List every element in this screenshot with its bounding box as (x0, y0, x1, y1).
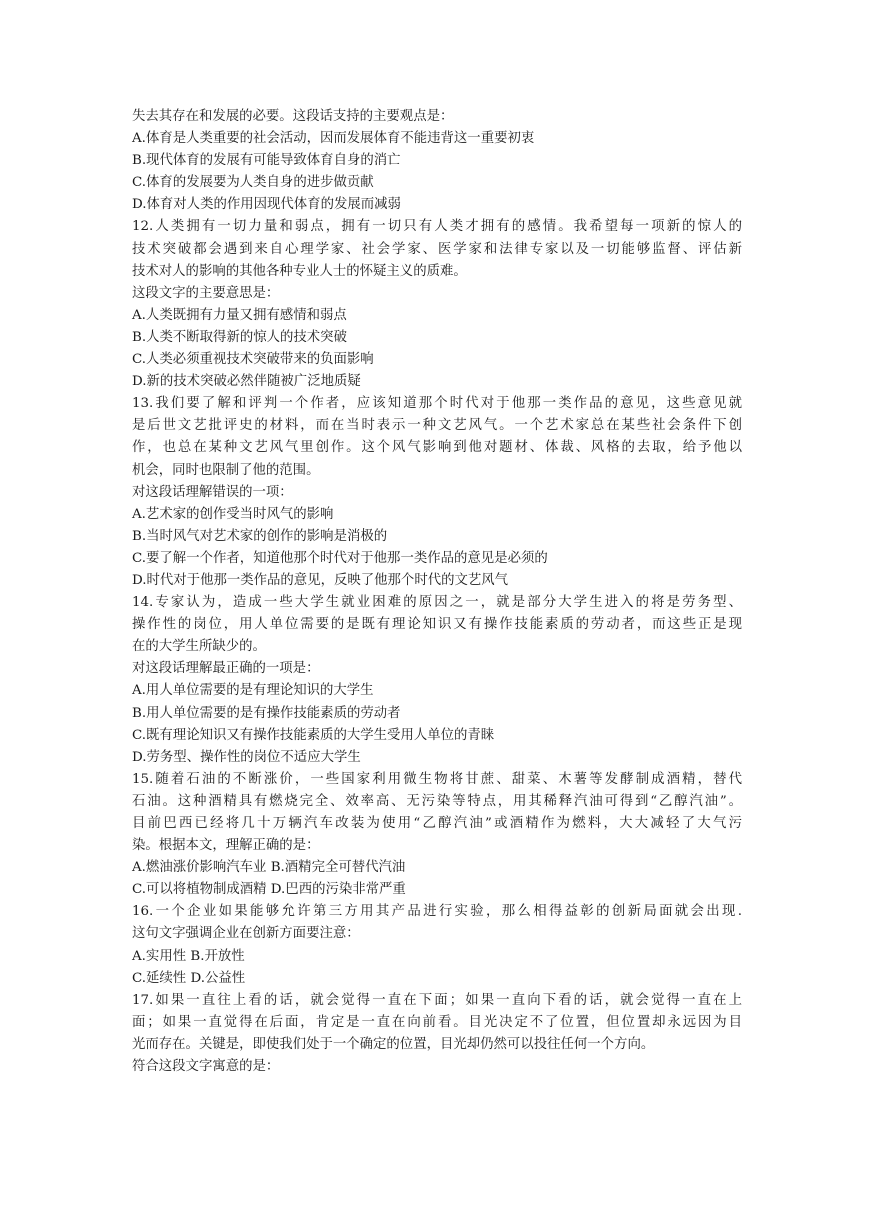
question-12-line: 技术突破都会遇到来自心理学家、社会学家、医学家和法律专家以及一切能够监督、评估新 (132, 241, 742, 257)
question-13-line: 作，也总在某种文艺风气里创作。这个风气影响到他对题材、体裁、风格的去取，给予他以 (132, 440, 742, 456)
question-15-line: 染。根据本文，理解正确的是： (132, 838, 320, 854)
document-page (132, 106, 742, 1078)
option-c: C.既有理论知识又有操作技能素质的大学生受用人单位的青睐 (132, 727, 495, 743)
question-14-line: 14.专家认为，造成一些大学生就业困难的原因之一，就是部分大学生进入的将是劳务型、 (132, 595, 742, 611)
question-12-prompt: 这段文字的主要意思是： (132, 285, 280, 301)
option-d: D.劳务型、操作性的岗位不适应大学生 (132, 749, 361, 765)
question-15-line: 石油。这种酒精具有燃烧完全、效率高、无污染等特点，用其稀释汽油可得到“乙醇汽油”。 (132, 793, 742, 809)
question-17-line: 光而存在。关键是，即使我们处于一个确定的位置，目光却仍然可以投往任何一个方向。 (132, 1036, 655, 1052)
question-13-line: 机会，同时也限制了他的范围。 (132, 462, 320, 478)
text-line: 失去其存在和发展的必要。这段话支持的主要观点是： (132, 109, 454, 124)
options-c-d: C.可以将植物制成酒精 D.巴西的污染非常严重 (132, 882, 406, 898)
question-17-line: 17.如果一直往上看的话，就会觉得一直在下面；如果一直向下看的话，就会觉得一直在上 (132, 992, 742, 1008)
option-b: B.用人单位需要的是有操作技能素质的劳动者 (132, 705, 401, 721)
option-a: A.人类既拥有力量又拥有感情和弱点 (132, 307, 347, 323)
option-d: D.时代对于他那一类作品的意见，反映了他那个时代的文艺风气 (132, 572, 509, 588)
option-b: B.人类不断取得新的惊人的技术突破 (132, 329, 347, 345)
question-15-line: 15.随着石油的不断涨价，一些国家利用微生物将甘蔗、甜菜、木薯等发酵制成酒精，替代 (132, 771, 742, 787)
option-d: D.新的技术突破必然伴随被广泛地质疑 (132, 374, 361, 390)
question-16-prompt: 这句文字强调企业在创新方面要注意： (132, 926, 360, 942)
question-17-prompt: 符合这段文字寓意的是： (132, 1059, 280, 1075)
option-c: C.要了解一个作者，知道他那个时代对于他那一类作品的意见是必须的 (132, 550, 548, 566)
option-a: A.用人单位需要的是有理论知识的大学生 (132, 683, 374, 699)
question-14-line: 操作性的岗位，用人单位需要的是既有理论知识又有操作技能素质的劳动者，而这些正是现 (132, 617, 742, 633)
question-12-line: 技术对人的影响的其他各种专业人士的怀疑主义的质难。 (132, 263, 467, 279)
option-c: C.体育的发展要为人类自身的进步做贡献 (132, 175, 374, 191)
question-14-line: 在的大学生所缺少的。 (132, 639, 266, 655)
question-17-line: 面；如果一直觉得在后面，肯定是一直在向前看。目光决定不了位置，但位置却永远因为目 (132, 1014, 742, 1030)
options-a-b: A.实用性 B.开放性 (132, 948, 245, 964)
question-16-line: 16.一个企业如果能够允许第三方用其产品进行实验，那么相得益彰的创新局面就会出现. (132, 904, 742, 920)
option-a: A.艺术家的创作受当时风气的影响 (132, 506, 334, 522)
options-c-d: C.延续性 D.公益性 (132, 970, 246, 986)
question-13-prompt: 对这段话理解错误的一项： (132, 484, 293, 500)
question-14-prompt: 对这段话理解最正确的一项是： (132, 661, 320, 677)
option-c: C.人类必须重视技术突破带来的负面影响 (132, 352, 374, 368)
option-a: A.体育是人类重要的社会活动，因而发展体育不能违背这一重要初衷 (132, 131, 535, 147)
question-13-line: 是后世文艺批评史的材料，而在当时表示一种文艺风气。一个艺术家总在某些社会条件下创 (132, 418, 742, 434)
option-b: B.现代体育的发展有可能导致体育自身的消亡 (132, 153, 401, 169)
option-d: D.体育对人类的作用因现代体育的发展而减弱 (132, 197, 401, 213)
option-b: B.当时风气对艺术家的创作的影响是消极的 (132, 528, 388, 544)
question-15-line: 目前巴西已经将几十万辆汽车改装为使用“乙醇汽油”或酒精作为燃料，大大减轻了大气污 (132, 816, 742, 831)
question-12-line: 12.人类拥有一切力量和弱点，拥有一切只有人类才拥有的感情。我希望每一项新的惊人的 (132, 219, 742, 235)
question-13-line: 13.我们要了解和评判一个作者，应该知道那个时代对于他那一类作品的意见，这些意见就 (132, 396, 742, 412)
options-a-b: A.燃油涨价影响汽车业 B.酒精完全可替代汽油 (132, 860, 406, 876)
